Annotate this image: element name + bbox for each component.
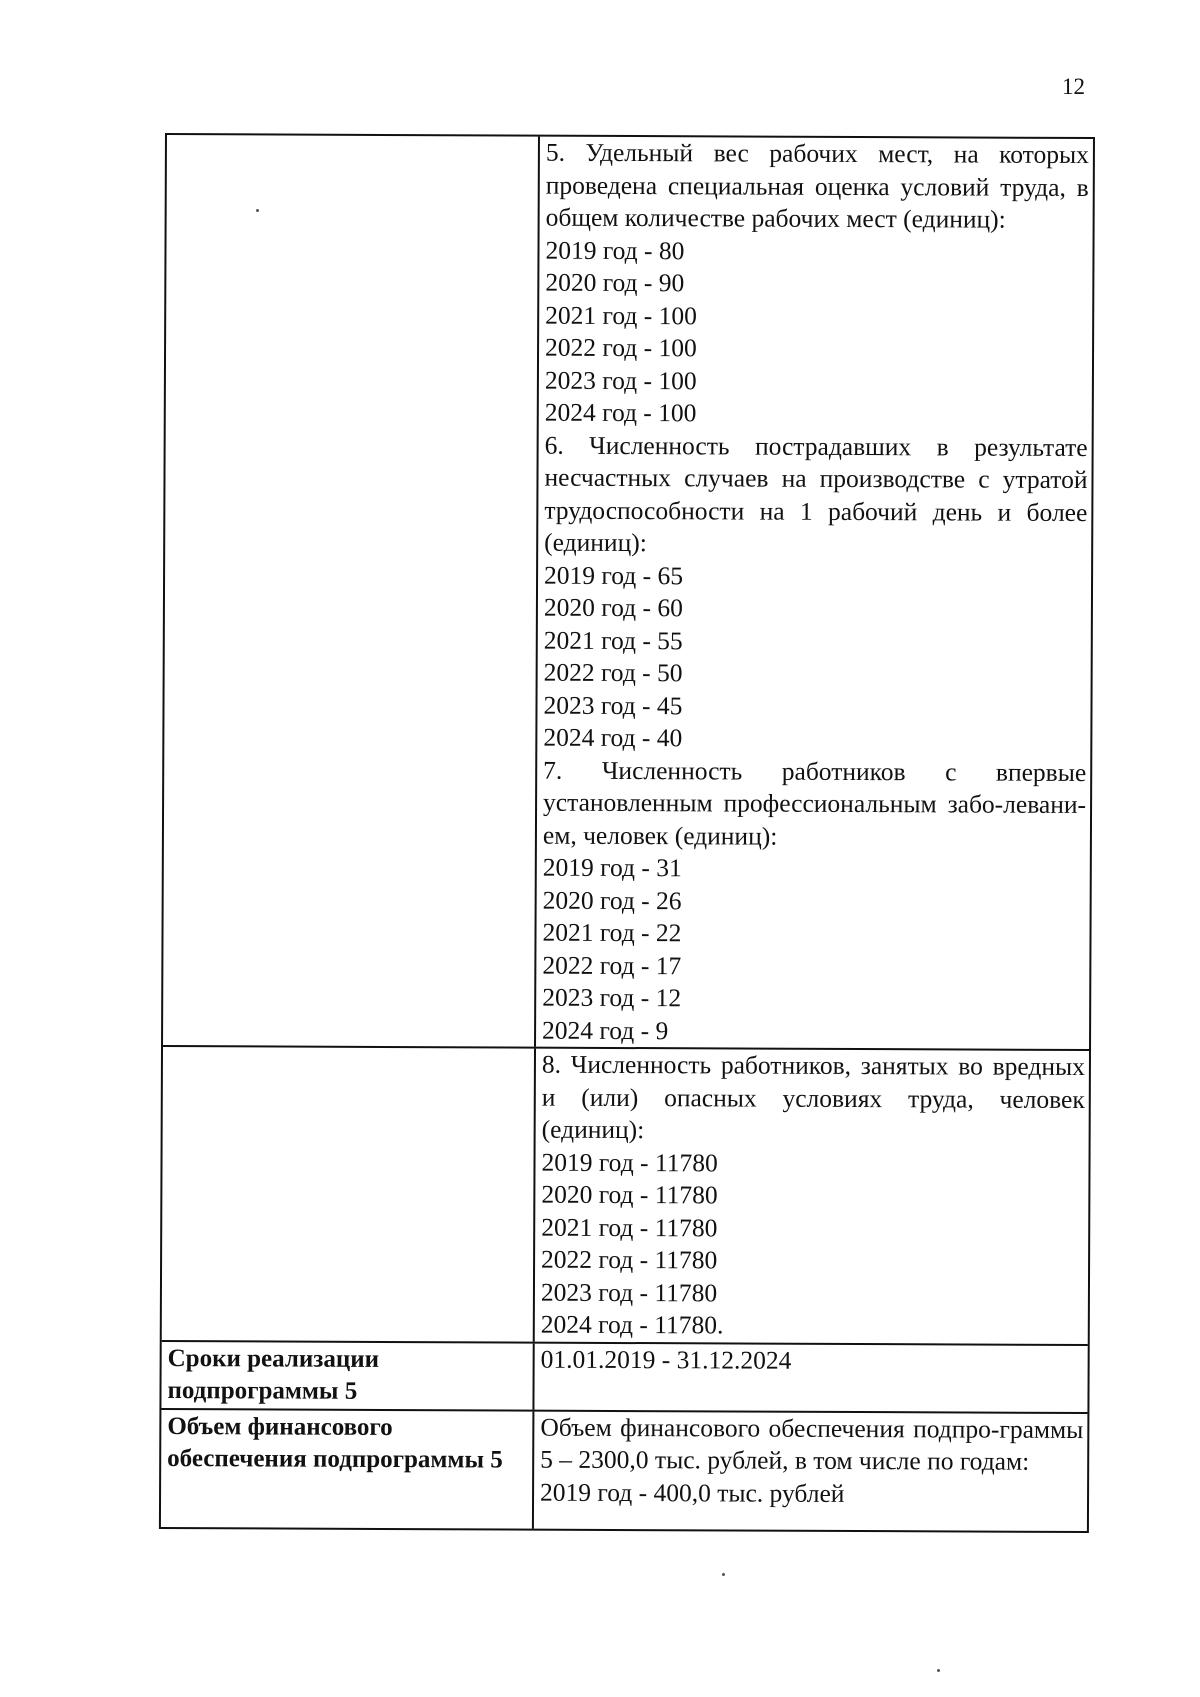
indicator-6-year: 2021 год - 55 — [543, 625, 683, 655]
page-number: 12 — [1062, 74, 1085, 99]
passport-table — [159, 133, 1095, 1533]
table-row — [161, 1409, 1088, 1531]
indicator-8-text: 8. Численность работников, занятых во вредных и (или) опасных условиях труда, человек (единиц): — [541, 1049, 1085, 1145]
table-row — [161, 1341, 1087, 1413]
indicator-6-year: 2019 год - 65 — [544, 560, 684, 590]
indicator-6-text: 6. Численность пострадавших в результате несчастных случаев на производстве с утратой трудоспособности на 1 рабочий день и более (единиц): — [544, 430, 1088, 558]
scan-speck — [937, 1669, 940, 1672]
implementation-period-value — [534, 1343, 1087, 1411]
table-row — [162, 1047, 1089, 1346]
indicator-5-year: 2024 год - 100 — [544, 397, 697, 428]
indicator-6-year: 2024 год - 40 — [543, 722, 683, 753]
indicator-6-year: 2022 год - 50 — [543, 657, 683, 688]
indicators-cell — [536, 137, 1093, 1049]
indicator-5-year: 2023 год - 100 — [544, 365, 697, 395]
indicator-8-year: 2020 год - 11780 — [541, 1179, 718, 1210]
indicator-5-year: 2020 год - 90 — [545, 267, 685, 298]
indicator-7-year: 2024 год - 9 — [542, 1015, 669, 1045]
scan-speck — [722, 1573, 725, 1576]
indicators-cell — [535, 1049, 1089, 1344]
indicator-5-year: 2021 год - 100 — [545, 300, 697, 330]
indicator-5-year: 2019 год - 80 — [545, 235, 685, 265]
implementation-period-text: 01.01.2019 - 31.12.2024 — [540, 1344, 792, 1375]
indicator-7-year: 2023 год - 12 — [542, 982, 682, 1013]
indicator-8-year: 2022 год - 11780 — [541, 1244, 718, 1275]
indicator-5-text: 5. Удельный вес рабочих мест, на которых проведена специальная оценка условий труда, в общем количестве рабочих мест (единиц): — [545, 137, 1089, 234]
indicator-7-year: 2022 год - 17 — [542, 950, 682, 980]
row-label-empty — [163, 135, 540, 1047]
row-label-financing-volume: Объем финансового обеспечения подпрограммы 5 — [161, 1409, 535, 1528]
indicator-8-year: 2019 год - 11780 — [541, 1147, 718, 1177]
indicator-7-year: 2020 год - 26 — [542, 885, 682, 915]
indicator-7-year: 2019 год - 31 — [542, 852, 682, 883]
row-label-empty — [162, 1047, 536, 1341]
indicator-7-year: 2021 год - 22 — [542, 917, 682, 948]
scan-speck — [256, 209, 259, 212]
table-row — [163, 135, 1093, 1051]
indicator-6-year: 2020 год - 60 — [543, 592, 683, 623]
indicator-7-text: 7. Численность работников с впервые установленным профессиональным забо-леванием, человек (единиц): — [542, 755, 1087, 851]
indicator-6-year: 2023 год - 45 — [543, 690, 683, 720]
financing-volume-value — [534, 1411, 1088, 1531]
indicator-8-year: 2024 год - 11780. — [540, 1309, 724, 1340]
financing-volume-text: Объем финансового обеспечения подпро-граммы 5 – 2300,0 тыс. рублей, в том числе по годам: — [540, 1412, 1084, 1476]
indicator-8-year: 2021 год - 11780 — [541, 1212, 718, 1242]
financing-year: 2019 год - 400,0 тыс. рублей — [540, 1477, 845, 1508]
indicator-8-year: 2023 год - 11780 — [540, 1277, 718, 1307]
row-label-implementation-period: Сроки реализации подпрограммы 5 — [161, 1341, 534, 1409]
indicator-5-year: 2022 год - 100 — [545, 332, 697, 363]
